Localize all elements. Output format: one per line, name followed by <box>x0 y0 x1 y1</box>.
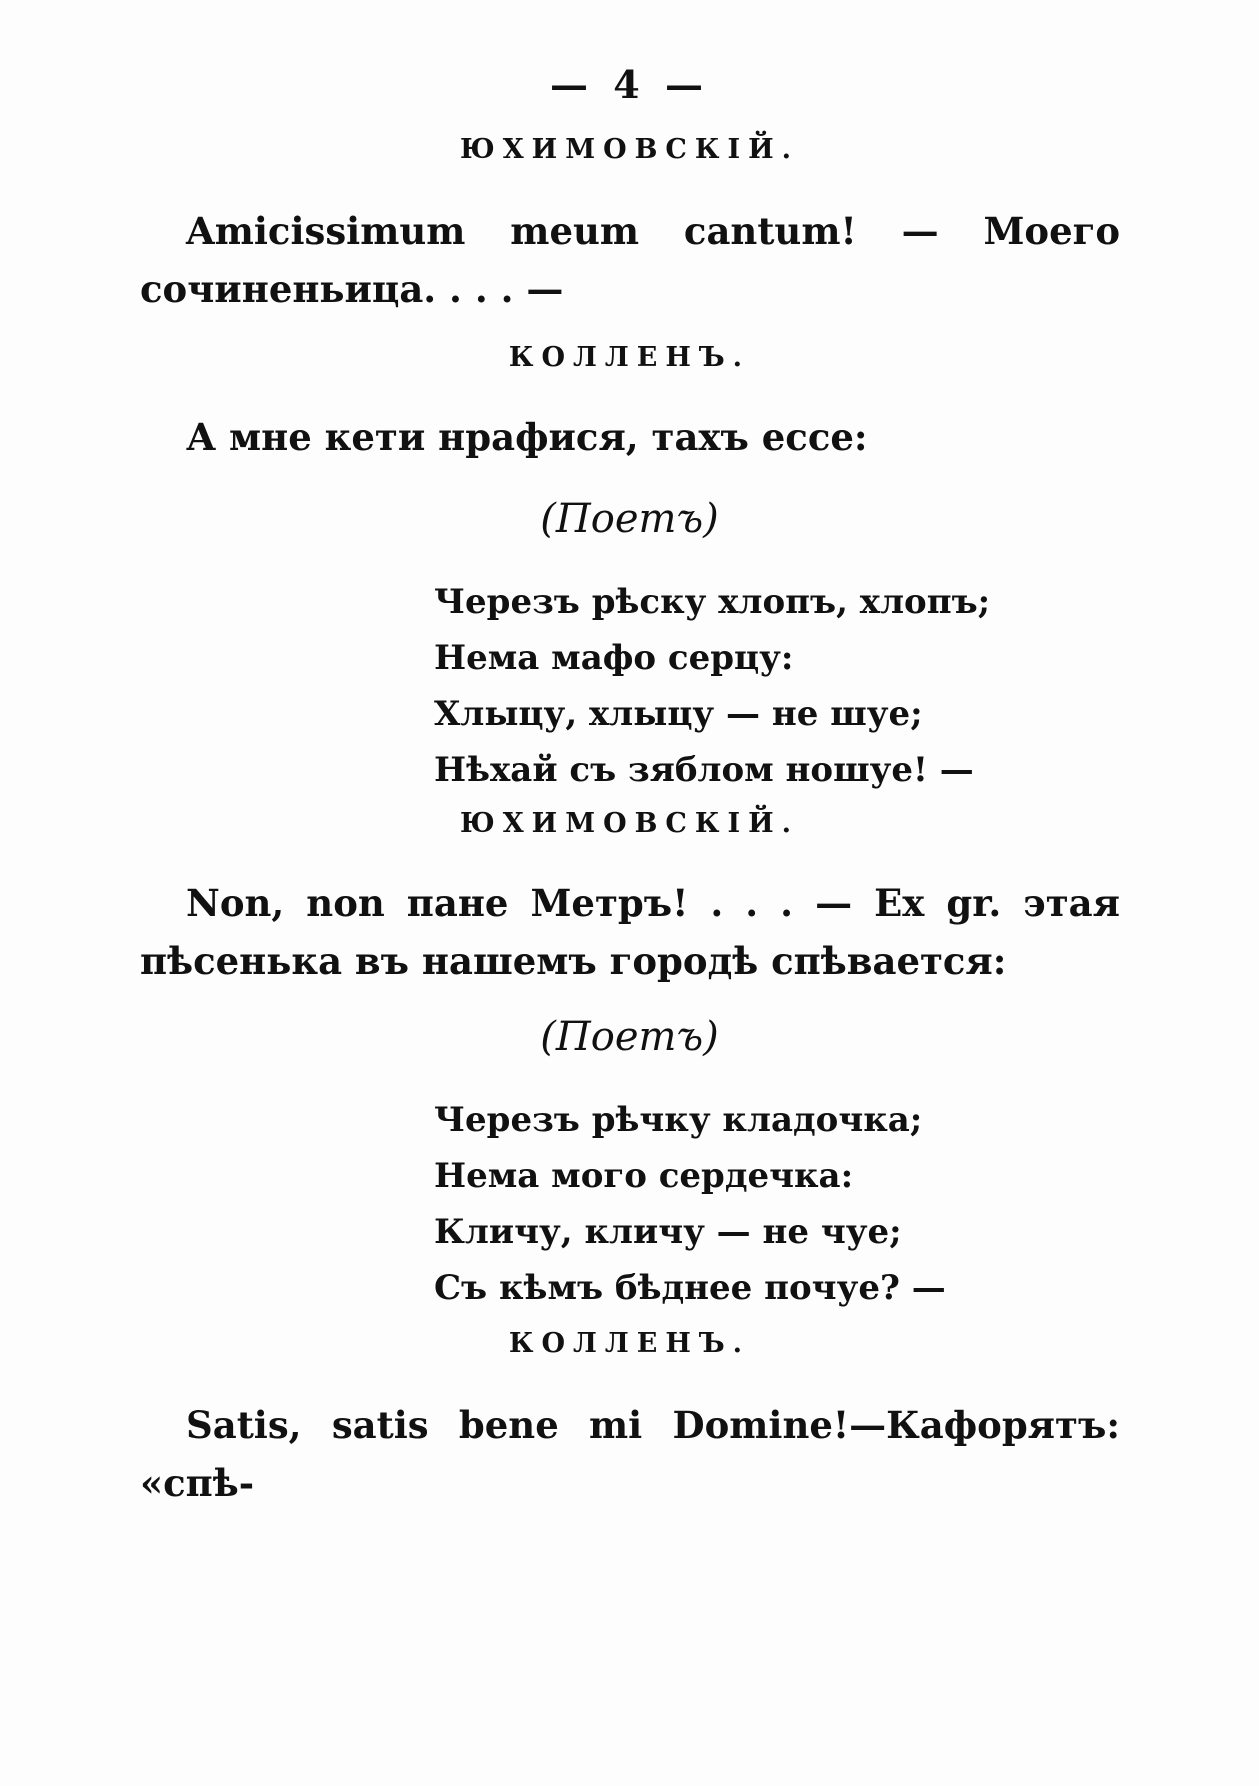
song-verse-1 <box>434 574 1134 798</box>
verse-line: Нема мафо серцу: <box>434 638 794 678</box>
verse-line: Нѣхай съ зяблом ношуе! — <box>434 750 974 790</box>
verse-line: Хлыцу, хлыцу — не шуе; <box>434 694 923 734</box>
verse-line: Кличу, кличу — не чуе; <box>434 1212 902 1252</box>
dialogue-text: Amicissimum meum cantum! — Моего сочиненьица. . . . — <box>140 209 1120 311</box>
stage-direction-1: (Поетъ) <box>540 496 719 542</box>
verse-line: Съ кѣмъ бѣднее почуе? — <box>434 1268 946 1308</box>
dialogue-paragraph-4 <box>140 1396 1120 1512</box>
dialogue-text: А мне кети нрафися, тахъ ессе: <box>186 415 868 459</box>
stage-direction-2: (Поетъ) <box>540 1014 719 1060</box>
speaker-name-1: ЮХИМОВСКІЙ. <box>459 134 800 165</box>
speaker-name-2: КОЛЛЕНЪ. <box>508 342 751 373</box>
dialogue-paragraph-3 <box>140 874 1120 990</box>
verse-line: Нема мого сердечка: <box>434 1156 854 1196</box>
dialogue-paragraph-1 <box>140 202 1120 318</box>
song-verse-2 <box>434 1092 1134 1316</box>
verse-line: Черезъ рѣчку кладочка; <box>434 1100 923 1140</box>
verse-line: Черезъ рѣску хлопъ, хлопъ; <box>434 582 991 622</box>
page-number: — 4 — <box>550 62 709 107</box>
speaker-name-4: КОЛЛЕНЪ. <box>508 1328 751 1359</box>
speaker-name-3: ЮХИМОВСКІЙ. <box>459 808 800 839</box>
dialogue-text: Satis, satis bene mi Domine!—Кафорятъ: «спѣ- <box>140 1403 1120 1505</box>
dialogue-text: Non, non пане Метръ! . . . — Ex gr. этая пѣсенька въ нашемъ городѣ спѣвается: <box>140 881 1120 983</box>
dialogue-paragraph-2 <box>140 408 1120 466</box>
